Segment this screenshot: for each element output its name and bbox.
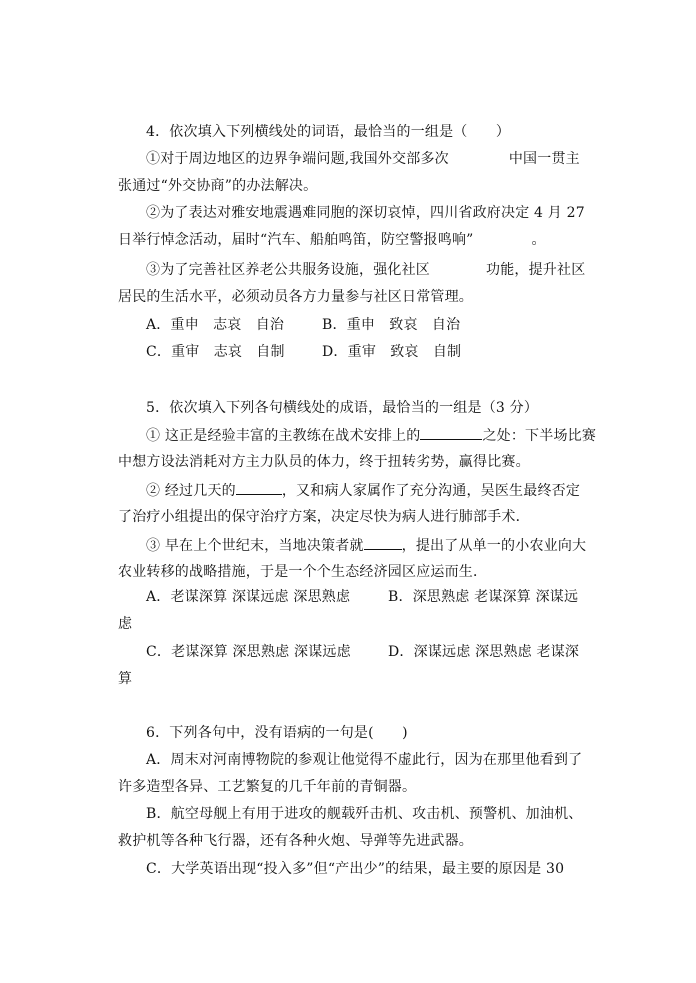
q6-option-a-line-1: A．周末对河南博物院的参观让他觉得不虚此行，因为在那里他看到了	[146, 752, 583, 768]
q4-option-a: A．重申 志哀 自治	[146, 317, 285, 333]
q5-s2-underline-blank	[236, 481, 282, 495]
q4-s3-text-a: ③为了完善社区养老公共服务设施，强化社区	[146, 262, 430, 278]
q4-option-b: B．重申 致哀 自治	[322, 317, 461, 333]
q6-stem: 6．下列各句中，没有语病的一句是( )	[146, 725, 408, 741]
q5-sentence-3-line-2: 农业转移的战略措施，于是一个个生态经济园区应运而生．	[118, 564, 488, 580]
q4-option-d: D．重审 致哀 自制	[322, 344, 462, 360]
q5-stem: 5．依次填入下列各句横线处的成语，最恰当的一组是（3 分）	[146, 400, 539, 416]
q4-stem: 4．依次填入下列横线处的词语，最恰当的一组是（ ）	[146, 124, 511, 140]
q5-option-c: C．老谋深算 深思熟虑 深谋远虑	[146, 644, 351, 660]
q5-s3-text-a: ③ 早在上个世纪末，当地决策者就	[146, 538, 364, 554]
q5-option-b-continued: 虑	[118, 616, 133, 632]
q6-option-c-line-1: C．大学英语出现“投入多”但“产出少”的结果，最主要的原因是 30	[146, 861, 565, 877]
q5-s1-underline-blank	[420, 426, 482, 440]
q6-option-a-line-2: 许多造型各异、工艺繁复的几千年前的青铜器。	[118, 779, 417, 795]
q5-sentence-3-line-1	[146, 536, 586, 555]
q4-sentence-1-line-1	[146, 150, 580, 168]
q5-s1-text-a: ① 这正是经验丰富的主教练在战术安排上的	[146, 428, 421, 444]
q4-sentence-1-line-2: 张通过“外交协商”的办法解决。	[118, 178, 318, 194]
q5-option-d-continued: 算	[118, 671, 133, 687]
q4-s3-text-b: 功能，提升社区	[486, 262, 586, 278]
q5-s2-text-a: ② 经过几天的	[146, 483, 236, 499]
q6-option-b-line-1: B．航空母舰上有用于进攻的舰载歼击机、攻击机、预警机、加油机、	[146, 806, 583, 822]
q6-option-b-line-2: 救护机等各种飞行器，还有各种火炮、导弹等先进武器。	[118, 833, 473, 849]
q4-sentence-2-line-1: ②为了表达对雅安地震遇难同胞的深切哀悼，四川省政府决定 4 月 27	[146, 205, 585, 221]
q4-sentence-3-line-1	[146, 261, 585, 279]
q4-s2-text-c: 。	[531, 232, 546, 248]
q4-s1-text-b: 中国一贯主	[508, 151, 580, 167]
q4-option-c: C．重审 志哀 自制	[146, 344, 285, 360]
q5-option-a: A．老谋深算 深谋远虑 深思熟虑	[146, 589, 351, 605]
q5-s1-text-b: 之处：下半场比赛	[482, 428, 597, 444]
q5-sentence-2-line-1	[146, 481, 580, 500]
q5-sentence-1-line-1	[146, 426, 596, 445]
q4-s1-text-a: ①对于周边地区的边界争端问题,我国外交部多次	[146, 151, 449, 167]
q4-sentence-3-line-2: 居民的生活水平，必须动员各方力量参与社区日常管理。	[118, 289, 473, 305]
q5-s3-text-b: ，提出了从单一的小农业向大	[401, 538, 587, 554]
q5-option-b: B．深思熟虑 老谋深算 深谋远	[388, 589, 579, 605]
q4-sentence-2-line-2	[118, 231, 546, 249]
q4-s2-text-b: 日举行悼念活动，届时“汽车、船舶鸣笛，防空警报鸣响”	[118, 232, 474, 248]
q5-sentence-1-line-2: 中想方设法消耗对方主力队员的体力，终于扭转劣势，赢得比赛。	[118, 454, 530, 470]
q5-s3-underline-blank	[364, 536, 402, 550]
q5-s2-text-b: ，又和病人家属作了充分沟通，吴医生最终否定	[281, 483, 581, 499]
q5-sentence-2-line-2: 了治疗小组提出的保守治疗方案，决定尽快为病人进行肺部手术．	[118, 509, 530, 525]
q5-option-d: D．深谋远虑 深思熟虑 老谋深	[388, 644, 580, 660]
